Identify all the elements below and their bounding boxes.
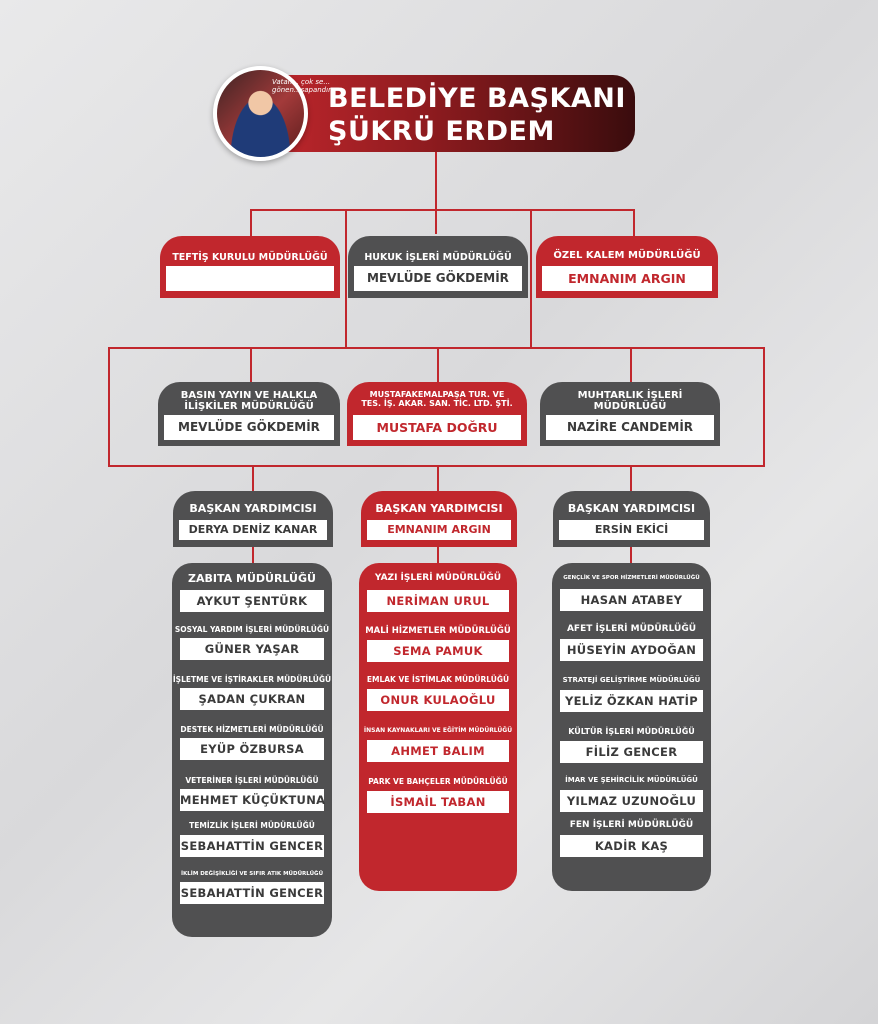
dept-title: TEMİZLİK İŞLERİ MÜDÜRLÜĞÜ	[189, 821, 315, 830]
dept-person: NERİMAN URUL	[367, 590, 509, 612]
dept-person: KADİR KAŞ	[560, 835, 703, 857]
unit-person: EMNANIM ARGIN	[542, 266, 712, 291]
dept-title: SOSYAL YARDIM İŞLERİ MÜDÜRLÜĞÜ	[174, 625, 330, 634]
dept-person: MEHMET KÜÇÜKTUNA	[180, 789, 324, 811]
unit-person: MEVLÜDE GÖKDEMİR	[354, 266, 522, 291]
mayor-photo	[213, 66, 331, 161]
department-column-3	[552, 563, 711, 891]
connector-line	[250, 209, 635, 211]
unit-card-ozel-kalem	[536, 236, 718, 298]
unit-card-mustafakemalpasa-ltd	[347, 382, 527, 446]
connector-line	[250, 347, 252, 382]
connector-line	[437, 465, 439, 493]
deputy-title: BAŞKAN YARDIMCISI	[567, 502, 696, 515]
dept-title: YAZI İŞLERİ MÜDÜRLÜĞÜ	[374, 573, 502, 583]
dept-person: HASAN ATABEY	[560, 589, 703, 611]
unit-title: ÖZEL KALEM MÜDÜRLÜĞÜ	[553, 250, 701, 261]
unit-title-line1: MUSTAFAKEMALPAŞA TUR. VE	[369, 390, 505, 399]
department-column-1	[172, 563, 332, 937]
dept-person: SEBAHATTİN GENCER	[180, 835, 324, 857]
mayor-title	[328, 82, 626, 148]
department-column-2	[359, 563, 517, 891]
dept-person: ŞADAN ÇUKRAN	[180, 688, 324, 710]
dept-title: İŞLETME VE İŞTİRAKLER MÜDÜRLÜĞÜ	[172, 675, 332, 684]
dept-title: STRATEJİ GELİŞTİRME MÜDÜRLÜĞÜ	[562, 676, 701, 684]
deputy-person: ERSİN EKİCİ	[559, 520, 704, 540]
dept-title: AFET İŞLERİ MÜDÜRLÜĞÜ	[566, 624, 697, 634]
dept-person: YILMAZ UZUNOĞLU	[560, 790, 703, 812]
deputy-card-2	[361, 491, 517, 547]
deputy-card-3	[553, 491, 710, 547]
unit-card-hukuk	[348, 236, 528, 298]
photo-caption: Vatan... çok se... gönen...sapandır	[272, 78, 331, 94]
unit-card-muhtarlik	[540, 382, 720, 446]
deputy-card-1	[173, 491, 333, 547]
connector-line	[763, 347, 765, 467]
dept-title: EMLAK VE İSTİMLAK MÜDÜRLÜĞÜ	[366, 675, 510, 684]
dept-person: HÜSEYİN AYDOĞAN	[560, 639, 703, 661]
mayor-name: ŞÜKRÜ ERDEM	[328, 116, 555, 147]
dept-person: YELİZ ÖZKAN HATİP	[560, 690, 703, 712]
connector-line	[252, 465, 254, 493]
unit-title-line2: MÜDÜRLÜĞÜ	[593, 401, 667, 412]
dept-person: AHMET BALIM	[367, 740, 509, 762]
connector-line	[345, 209, 347, 349]
unit-title: HUKUK İŞLERİ MÜDÜRLÜĞÜ	[364, 252, 512, 263]
deputy-person: EMNANIM ARGIN	[367, 520, 511, 540]
connector-line	[435, 209, 437, 234]
dept-title: DESTEK HİZMETLERİ MÜDÜRLÜĞÜ	[180, 725, 324, 734]
dept-title: VETERİNER İŞLERİ MÜDÜRLÜĞÜ	[185, 776, 319, 785]
dept-title: GENÇLİK VE SPOR HİZMETLERİ MÜDÜRLÜĞÜ	[563, 575, 700, 581]
dept-person: GÜNER YAŞAR	[180, 638, 324, 660]
dept-person: İSMAİL TABAN	[367, 791, 509, 813]
unit-person: MEVLÜDE GÖKDEMİR	[164, 415, 334, 440]
connector-line	[530, 209, 532, 349]
dept-title: İKLİM DEĞİŞİKLİĞİ VE SIFIR ATIK MÜDÜRLÜĞÜ	[180, 871, 324, 877]
deputy-title: BAŞKAN YARDIMCISI	[189, 502, 317, 515]
deputy-person: DERYA DENİZ KANAR	[179, 520, 327, 540]
unit-person	[166, 266, 334, 291]
deputy-title: BAŞKAN YARDIMCISI	[375, 502, 503, 515]
unit-title-line2: İLİŞKİLER MÜDÜRLÜĞÜ	[184, 401, 314, 412]
dept-title: KÜLTÜR İŞLERİ MÜDÜRLÜĞÜ	[568, 727, 695, 736]
connector-line	[435, 150, 437, 210]
connector-line	[108, 347, 110, 467]
connector-line	[630, 465, 632, 493]
dept-person: FİLİZ GENCER	[560, 741, 703, 763]
dept-person: EYÜP ÖZBURSA	[180, 738, 324, 760]
mayor-title-line1: BELEDİYE BAŞKANI	[328, 83, 626, 114]
dept-title: MALİ HİZMETLER MÜDÜRLÜĞÜ	[365, 626, 511, 636]
dept-title: ZABITA MÜDÜRLÜĞÜ	[188, 572, 316, 585]
unit-person: MUSTAFA DOĞRU	[353, 415, 521, 440]
dept-title: İMAR VE ŞEHİRCİLİK MÜDÜRLÜĞÜ	[565, 776, 698, 784]
unit-title-line1: MUHTARLIK İŞLERİ	[577, 390, 683, 401]
unit-title-line2: TES. İŞ. AKAR. SAN. TİC. LTD. ŞTİ.	[361, 399, 513, 408]
dept-person: AYKUT ŞENTÜRK	[180, 590, 324, 612]
connector-line	[437, 347, 439, 382]
dept-title: FEN İŞLERİ MÜDÜRLÜĞÜ	[569, 820, 694, 830]
connector-line	[630, 347, 632, 382]
dept-person: SEBAHATTİN GENCER	[180, 882, 324, 904]
dept-person: ONUR KULAOĞLU	[367, 689, 509, 711]
unit-title-line1: BASIN YAYIN VE HALKLA	[180, 390, 318, 401]
unit-card-basin-yayin	[158, 382, 340, 446]
unit-title: TEFTİŞ KURULU MÜDÜRLÜĞÜ	[172, 252, 328, 263]
dept-person: SEMA PAMUK	[367, 640, 509, 662]
dept-title: İNSAN KAYNAKLARI VE EĞİTİM MÜDÜRLÜĞÜ	[363, 727, 513, 734]
dept-title: PARK VE BAHÇELER MÜDÜRLÜĞÜ	[368, 777, 508, 786]
unit-card-teftis	[160, 236, 340, 298]
unit-person: NAZİRE CANDEMİR	[546, 415, 714, 440]
